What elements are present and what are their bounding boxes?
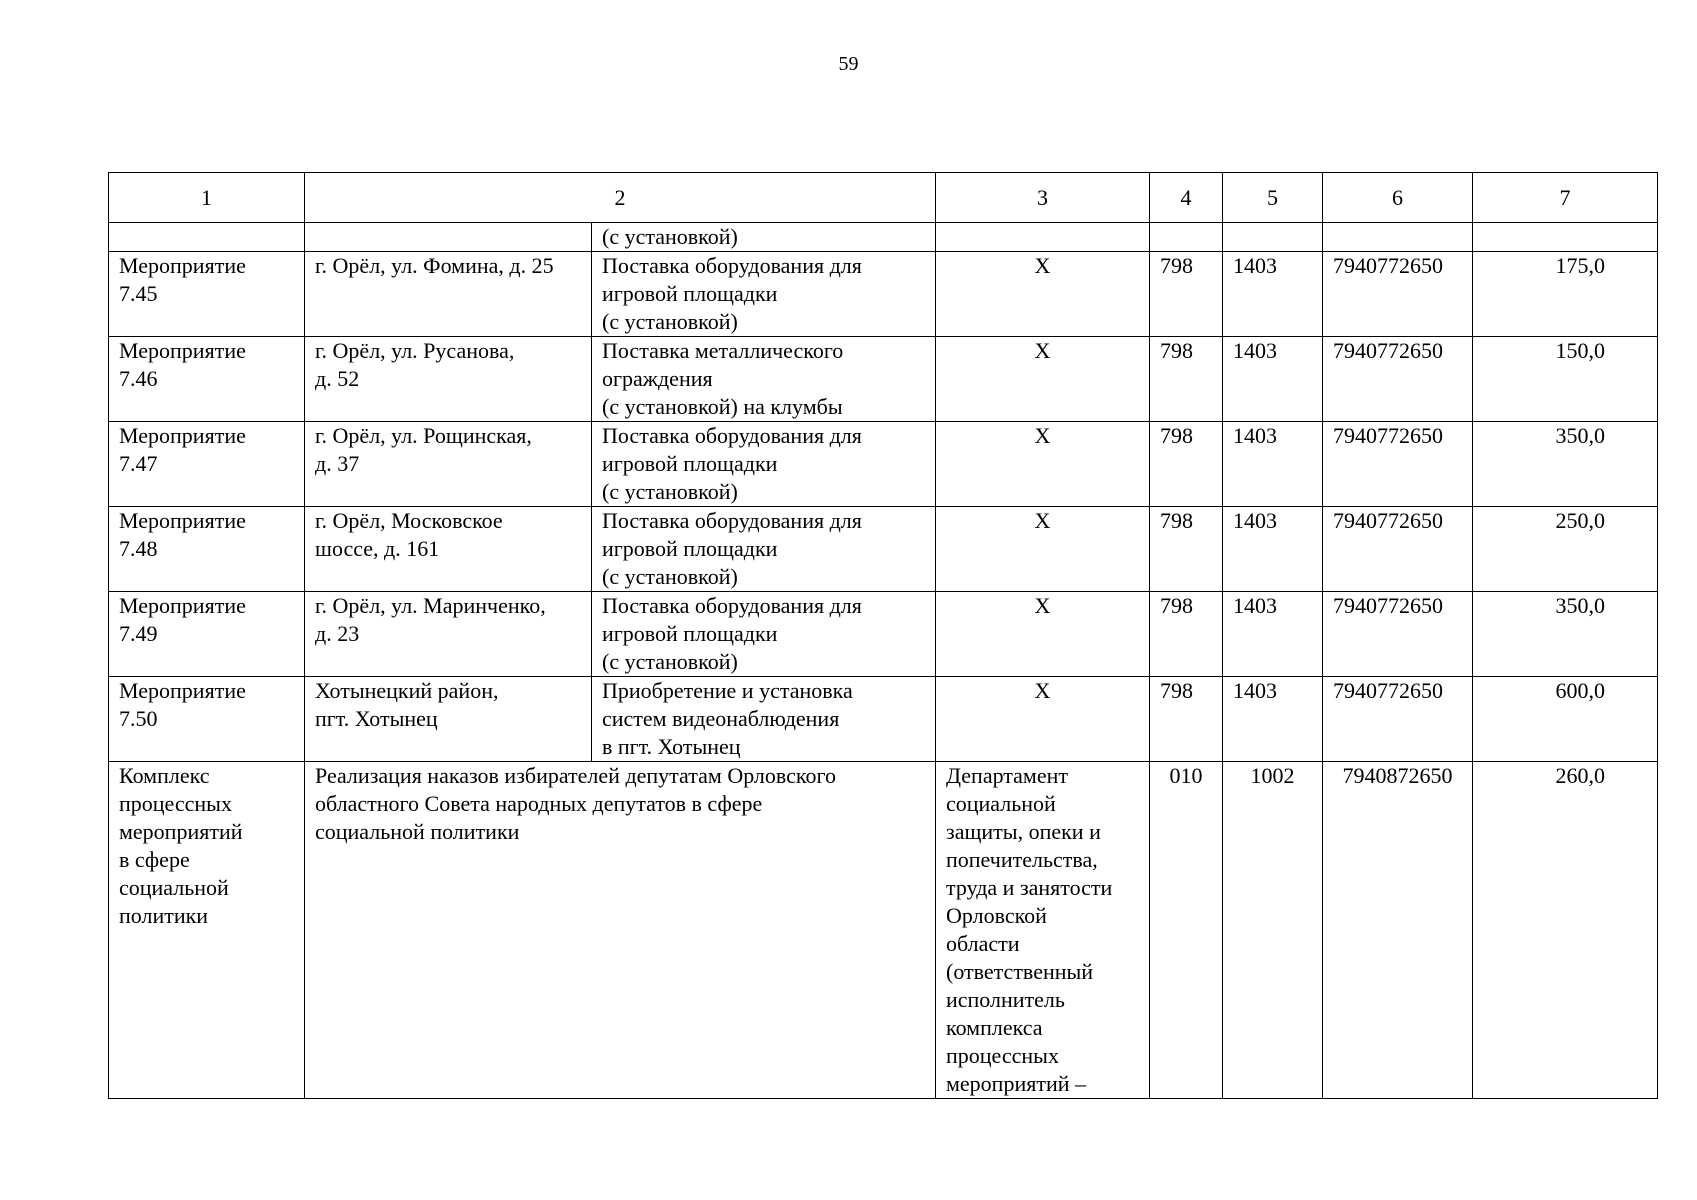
complex-col7-cell: 260,0 [1473,762,1658,1099]
address-cell [305,223,591,251]
address-line: г. Орёл, ул. Маринченко, [315,593,546,618]
name-cell [109,507,305,592]
col6-cell [1323,223,1473,252]
address-cell [305,592,591,676]
executor-cell [936,223,1150,252]
event-cell [305,337,936,422]
description-line: Поставка оборудования для [602,593,862,618]
executor-line: исполнитель [946,987,1065,1012]
col7-cell: 600,0 [1473,677,1658,762]
table-row [109,252,1658,337]
description-line: (с установкой) [602,224,738,249]
table-row [109,337,1658,422]
description-cell [591,337,935,421]
description-line: Приобретение и установка [602,678,853,703]
description-line: игровой площадки [602,536,778,561]
complex-description-cell [305,762,936,1099]
executor-cell: Х [936,592,1150,677]
col7-cell: 250,0 [1473,507,1658,592]
col5-cell: 1403 [1223,592,1323,677]
executor-line: защиты, опеки и [946,819,1101,844]
address-line: пгт. Хотынец [315,706,438,731]
address-line: г. Орёл, ул. Рощинская, [315,423,532,448]
description-line: систем видеонаблюдения [602,706,840,731]
description-line: Поставка металлического [602,338,844,363]
table-header-row [109,173,1658,223]
description-line: (с установкой) [602,309,738,334]
col7-cell [1473,223,1658,252]
header-cell: 4 [1150,173,1223,223]
complex-col4-cell: 010 [1150,762,1223,1099]
executor-cell: Х [936,677,1150,762]
description-cell [591,252,935,336]
name-cell [109,252,305,337]
col6-cell: 7940772650 [1323,422,1473,507]
complex-row [109,762,1658,1099]
name-line: 7.47 [119,451,158,476]
header-cell: 1 [109,173,305,223]
table-row [109,422,1658,507]
description-line: игровой площадки [602,281,778,306]
event-cell [305,507,936,592]
program-table [108,172,1658,1099]
name-line: Мероприятие [119,678,246,703]
executor-cell: Х [936,507,1150,592]
address-cell [305,677,591,761]
col4-cell: 798 [1150,337,1223,422]
header-cell: 2 [305,173,936,223]
description-line: (с установкой) на клумбы [602,394,843,419]
complex-name-line: политики [119,903,209,928]
col5-cell: 1403 [1223,337,1323,422]
complex-col5-cell: 1002 [1223,762,1323,1099]
address-line: д. 52 [315,366,360,391]
col4-cell [1150,223,1223,252]
executor-line: попечительства, [946,847,1098,872]
col5-cell: 1403 [1223,677,1323,762]
executor-line: комплекса [946,1015,1043,1040]
executor-line: социальной [946,791,1056,816]
address-line: г. Орёл, ул. Фомина, д. 25 [315,253,554,278]
address-line: д. 23 [315,621,360,646]
complex-name-line: в сфере [119,847,190,872]
event-rows [109,252,1658,762]
description-line: ограждения [602,366,713,391]
complex-name-line: социальной [119,875,229,900]
header-cell: 5 [1223,173,1323,223]
executor-line: Департамент [946,763,1069,788]
complex-name-line: процессных [119,791,232,816]
description-line: игровой площадки [602,621,778,646]
description-line: Поставка оборудования для [602,508,862,533]
executor-line: мероприятий – [946,1071,1087,1096]
col7-cell: 350,0 [1473,422,1658,507]
name-cell [109,422,305,507]
table-row [109,677,1658,762]
table-row [109,592,1658,677]
page-number: 59 [838,53,859,75]
complex-description-line: областного Совета народных депутатов в сфере [315,791,763,816]
col6-cell: 7940772650 [1323,677,1473,762]
col6-cell: 7940772650 [1323,592,1473,677]
col7-cell: 175,0 [1473,252,1658,337]
name-line: Мероприятие [119,338,246,363]
event-cell [305,592,936,677]
name-line: Мероприятие [119,593,246,618]
complex-col6-cell: 7940872650 [1323,762,1473,1099]
col5-cell [1223,223,1323,252]
event-cell [305,252,936,337]
complex-executor-cell [936,762,1150,1099]
executor-line: труда и занятости [946,875,1113,900]
name-line: Мероприятие [119,508,246,533]
name-cell [109,337,305,422]
executor-cell: Х [936,252,1150,337]
col6-cell: 7940772650 [1323,337,1473,422]
name-line: 7.50 [119,706,158,731]
address-line: г. Орёл, Московское [315,508,503,533]
name-line: 7.46 [119,366,158,391]
event-cell [305,223,936,252]
col5-cell: 1403 [1223,252,1323,337]
col5-cell: 1403 [1223,507,1323,592]
address-cell [305,507,591,591]
name-cell [109,592,305,677]
executor-cell: Х [936,337,1150,422]
name-line: 7.49 [119,621,158,646]
address-line: д. 37 [315,451,360,476]
description-line: в пгт. Хотынец [602,734,741,759]
header-cell: 6 [1323,173,1473,223]
name-line: Мероприятие [119,253,246,278]
complex-description-line: социальной политики [315,819,520,844]
header-cell: 3 [936,173,1150,223]
address-cell [305,337,591,421]
description-line: (с установкой) [602,479,738,504]
event-cell [305,677,936,762]
event-cell [305,422,936,507]
col6-cell: 7940772650 [1323,507,1473,592]
col4-cell: 798 [1150,507,1223,592]
address-line: г. Орёл, ул. Русанова, [315,338,515,363]
description-line: (с установкой) [602,564,738,589]
executor-line: процессных [946,1043,1059,1068]
executor-line: (ответственный [946,959,1094,984]
col4-cell: 798 [1150,592,1223,677]
description-cell [591,677,935,761]
executor-cell: Х [936,422,1150,507]
col4-cell: 798 [1150,677,1223,762]
complex-name-line: Комплекс [119,763,210,788]
col4-cell: 798 [1150,422,1223,507]
address-cell [305,252,591,336]
col4-cell: 798 [1150,252,1223,337]
complex-name-line: мероприятий [119,819,243,844]
col7-cell: 150,0 [1473,337,1658,422]
description-line: (с установкой) [602,649,738,674]
continuation-row [109,223,1658,252]
name-line: 7.48 [119,536,158,561]
description-cell [591,592,935,676]
name-line: Мероприятие [119,423,246,448]
complex-name-cell [109,762,305,1099]
name-line: 7.45 [119,281,158,306]
executor-line: Орловской [946,903,1047,928]
table-row [109,507,1658,592]
address-line: Хотынецкий район, [315,678,499,703]
complex-description-line: Реализация наказов избирателей депутатам Орловского [315,763,836,788]
address-line: шоссе, д. 161 [315,536,440,561]
description-cell [591,422,935,506]
header-cell: 7 [1473,173,1658,223]
name-cell [109,677,305,762]
description-cell [591,507,935,591]
col6-cell: 7940772650 [1323,252,1473,337]
col5-cell: 1403 [1223,422,1323,507]
description-line: Поставка оборудования для [602,423,862,448]
description-line: игровой площадки [602,451,778,476]
description-line: Поставка оборудования для [602,253,862,278]
name-cell [109,223,305,252]
col7-cell: 350,0 [1473,592,1658,677]
address-cell [305,422,591,506]
description-cell [591,223,935,251]
executor-line: области [946,931,1020,956]
